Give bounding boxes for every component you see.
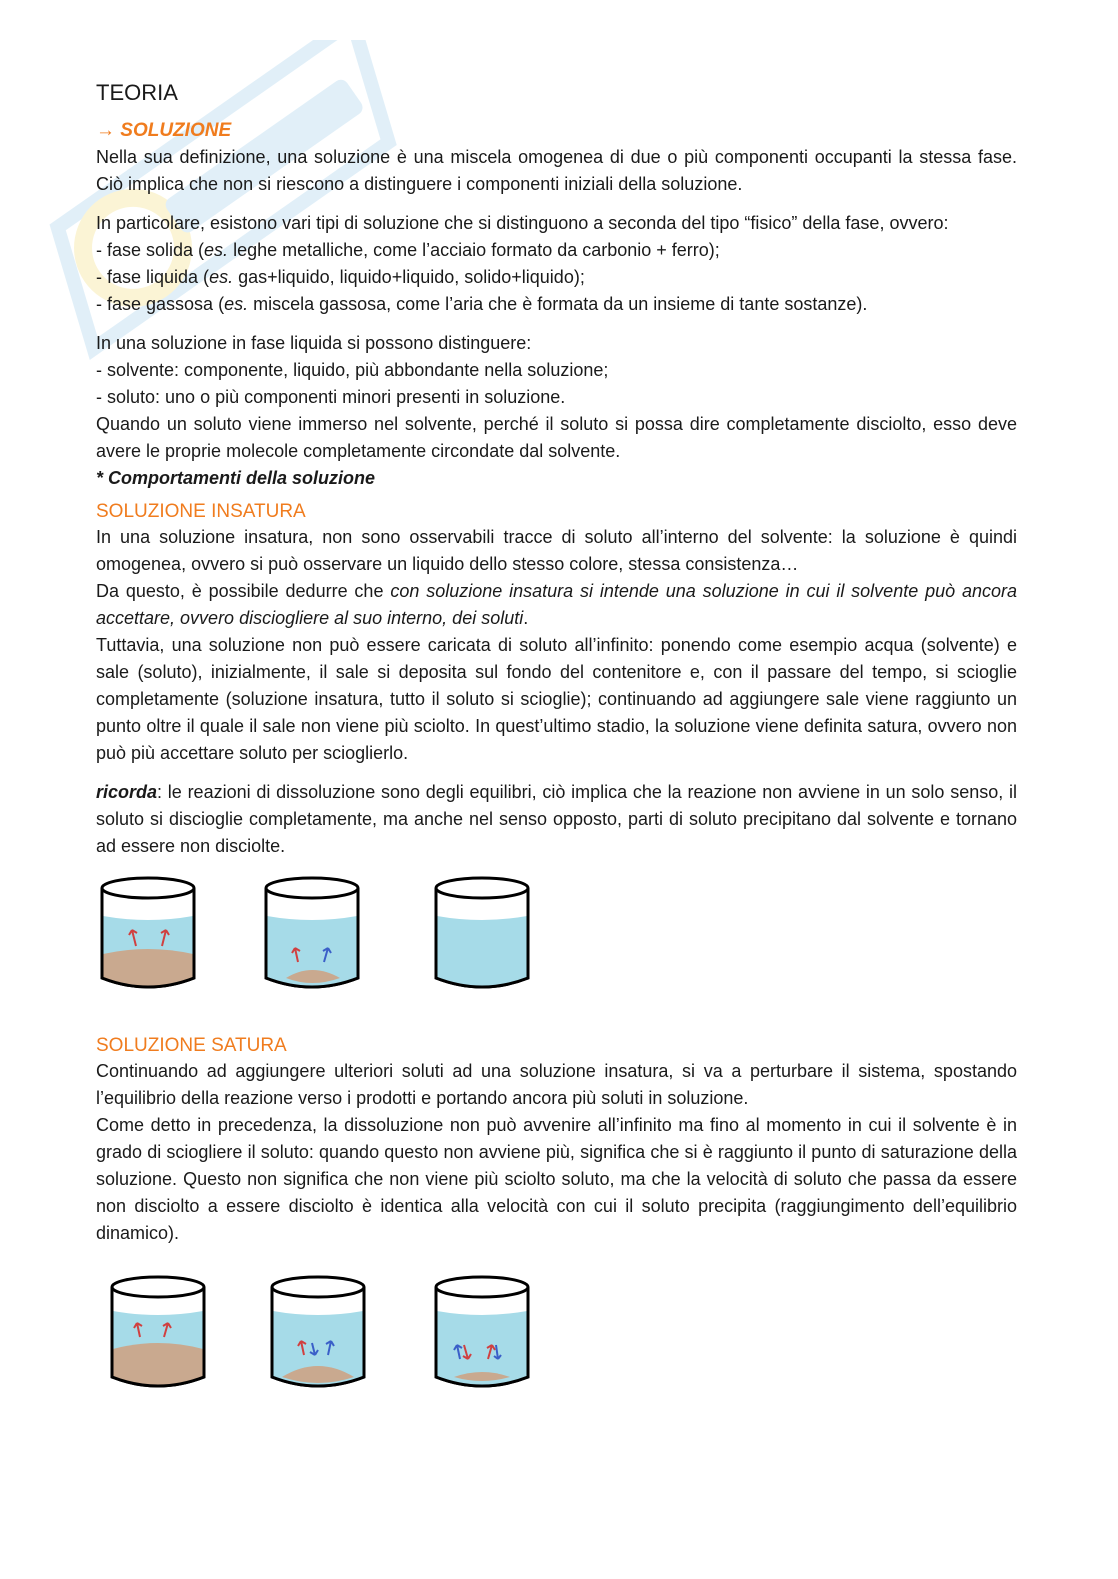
paragraph-types-intro: In particolare, esistono vari tipi di soluzione che si distinguono a seconda del tipo “fisico” della fase, ovvero: xyxy=(96,213,949,233)
section-heading-soluzione: → SOLUZIONE xyxy=(96,120,232,141)
beaker-insatura-3 xyxy=(430,874,534,992)
paragraph-insatura-1: In una soluzione insatura, non sono osservabili tracce di soluto all’interno del solvente: la soluzione è quindi omogenea, ovvero si può osservare un liquido dello stesso colore, stessa consistenza… xyxy=(96,527,1017,574)
beakers-insatura xyxy=(96,874,1017,992)
list-item-phase-gas: - fase gassosa (es. miscela gassosa, come l’aria che è formata da un insieme di tante sostanze). xyxy=(96,294,868,314)
list-item-soluto: - soluto: uno o più componenti minori presenti in soluzione. xyxy=(96,387,566,407)
list-item-phase-solid: - fase solida (es. leghe metalliche, come l’acciaio formato da carbonio + ferro); xyxy=(96,240,720,260)
page-title: TEORIA xyxy=(96,80,178,105)
paragraph-dissolution: Quando un soluto viene immerso nel solvente, perché il soluto si possa dire completamente disciolto, esso deve avere le proprie molecole completamente circondate dal solvente. xyxy=(96,414,1017,461)
beakers-satura xyxy=(106,1273,1017,1391)
paragraph-ricorda: ricorda: le reazioni di dissoluzione sono degli equilibri, ciò implica che la reazione non avviene in un solo senso, il soluto si discioglie completamente, ma anche nel senso opposto, parti di soluto precipitano dal solvente e tornano ad essere non disciolte. xyxy=(96,782,1017,856)
list-item-solvente: - solvente: componente, liquido, più abbondante nella soluzione; xyxy=(96,360,609,380)
paragraph-liquid-intro: In una soluzione in fase liquida si possono distinguere: xyxy=(96,333,532,353)
beaker-insatura-2 xyxy=(260,874,364,992)
beaker-satura-2 xyxy=(266,1273,370,1391)
paragraph-satura-2: Come detto in precedenza, la dissoluzione non può avvenire all’infinito ma fino al momento in cui il solvente è in grado di sciogliere il soluto: quando questo non avviene più, significa che si è raggiunto il punto di saturazione della soluzione. Questo non significa che non viene più sciolto soluto, ma che la velocità di soluto che passa da essere non disciolto a essere disciolto è identica alla velocità con cui il soluto precipita (raggiungimento dell’equilibrio dinamico). xyxy=(96,1115,1017,1243)
paragraph-satura-1: Continuando ad aggiungere ulteriori soluti ad una soluzione insatura, si va a perturbare il sistema, spostando l’equilibrio della reazione verso i prodotti e portando ancora più soluti in soluzione. xyxy=(96,1061,1017,1108)
heading-satura: SOLUZIONE SATURA xyxy=(96,1035,287,1056)
document-page xyxy=(96,78,1017,1391)
paragraph-insatura-2: Da questo, è possibile dedurre che con soluzione insatura si intende una soluzione in cui il solvente può ancora accettare, ovvero disciogliere al suo interno, dei soluti. xyxy=(96,581,1017,628)
beaker-satura-3 xyxy=(430,1273,534,1391)
list-item-phase-liquid: - fase liquida (es. gas+liquido, liquido+liquido, solido+liquido); xyxy=(96,267,585,287)
beaker-satura-1 xyxy=(106,1273,210,1391)
paragraph-definition: Nella sua definizione, una soluzione è una miscela omogenea di due o più componenti occupanti la stessa fase. Ciò implica che non si riescono a distinguere i componenti iniziali della soluzione. xyxy=(96,147,1017,194)
beaker-insatura-1 xyxy=(96,874,200,992)
heading-insatura: SOLUZIONE INSATURA xyxy=(96,501,306,522)
subheading-behaviours: * Comportamenti della soluzione xyxy=(96,468,376,488)
paragraph-insatura-3: Tuttavia, una soluzione non può essere caricata di soluto all’infinito: ponendo come esempio acqua (solvente) e sale (soluto), inizialmente, il sale si deposita sul fondo del contenitore e, con il passare del tempo, si scioglie completamente (soluzione insatura, tutto il soluto si scioglie); continuando ad aggiungere sale viene raggiunto un punto oltre il quale il sale non viene più sciolto. In quest’ultimo stadio, la soluzione viene definita satura, ovvero non può più accettare soluto per scioglierlo. xyxy=(96,635,1017,763)
